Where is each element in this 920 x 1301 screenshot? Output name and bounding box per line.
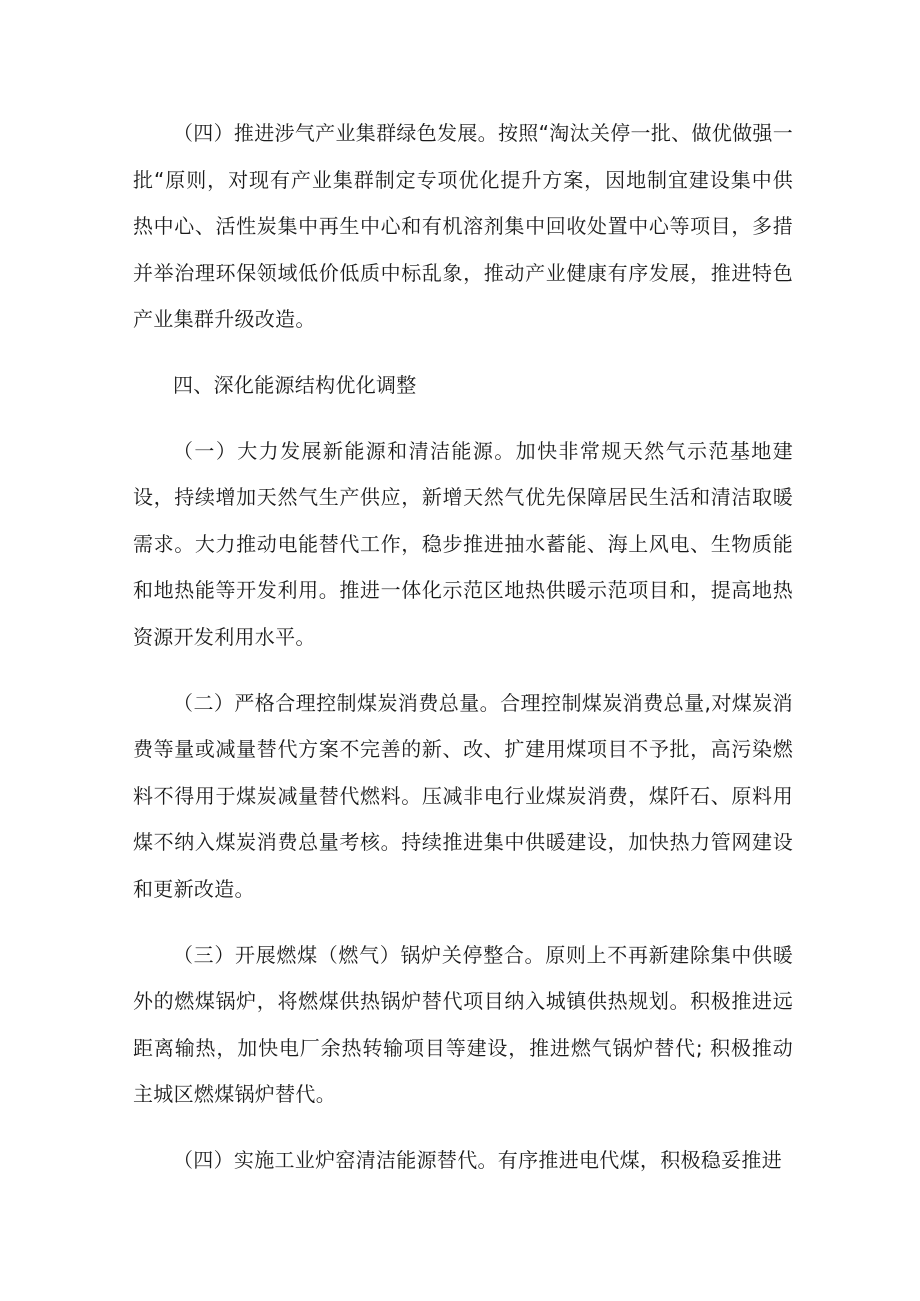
paragraph-gap bbox=[133, 343, 920, 362]
paragraph-gap bbox=[133, 1118, 920, 1137]
paragraph-gap bbox=[133, 661, 920, 680]
paragraph-new-energy: （一）大力发展新能源和清洁能源。加快非常规天然气示范基地建设，持续增加天然气生产供应，新增天然气优先保障居民生活和清洁取暖需求。大力推动电能替代工作，稳步推进抽水蓄能、海上风电、生物质能和地热能等开发利用。推进一体化示范区地热供暖示范项目和，提高地热资源开发利用水平。 bbox=[133, 438, 793, 649]
paragraph-boiler-shutdown: （三）开展燃煤（燃气）锅炉关停整合。原则上不再新建除集中供暖外的燃煤锅炉，将燃煤供热锅炉替代项目纳入城镇供热规划。积极推进远距离输热，加快电厂余热转输项目等建设，推进燃气锅炉替代; 积极推动主城区燃煤锅炉替代。 bbox=[133, 942, 793, 1107]
paragraph-gap bbox=[133, 409, 920, 428]
paragraph-gap bbox=[133, 913, 920, 932]
paragraph-coal-consumption: （二）严格合理控制煤炭消费总量。合理控制煤炭消费总量,对煤炭消费等量或减量替代方案不完善的新、改、扩建用煤项目不予批，高污染燃料不得用于煤炭减量替代燃料。压减非电行业煤炭消费，煤阡石、原料用煤不纳入煤炭消费总量考核。持续推进集中供暖建设，加快热力管网建设和更新改造。 bbox=[133, 690, 793, 901]
section-heading-energy-structure: 四、深化能源结构优化调整 bbox=[173, 372, 417, 397]
paragraph-industrial-clusters: （四）推进涉气产业集群绿色发展。按照“淘汰关停一批、做优做强一批“原则，对现有产业集群制定专项优化提升方案，因地制宜建设集中供热中心、活性炭集中再生中心和有机溶剂集中回收处置中心等项目，多措并举治理环保领域低价低质中标乱象，推动产业健康有序发展，推进特色产业集群升级改造。 bbox=[133, 121, 793, 332]
paragraph-industrial-kilns: （四）实施工业炉窑清洁能源替代。有序推进电代煤，积极稳妥推进 bbox=[173, 1147, 782, 1172]
